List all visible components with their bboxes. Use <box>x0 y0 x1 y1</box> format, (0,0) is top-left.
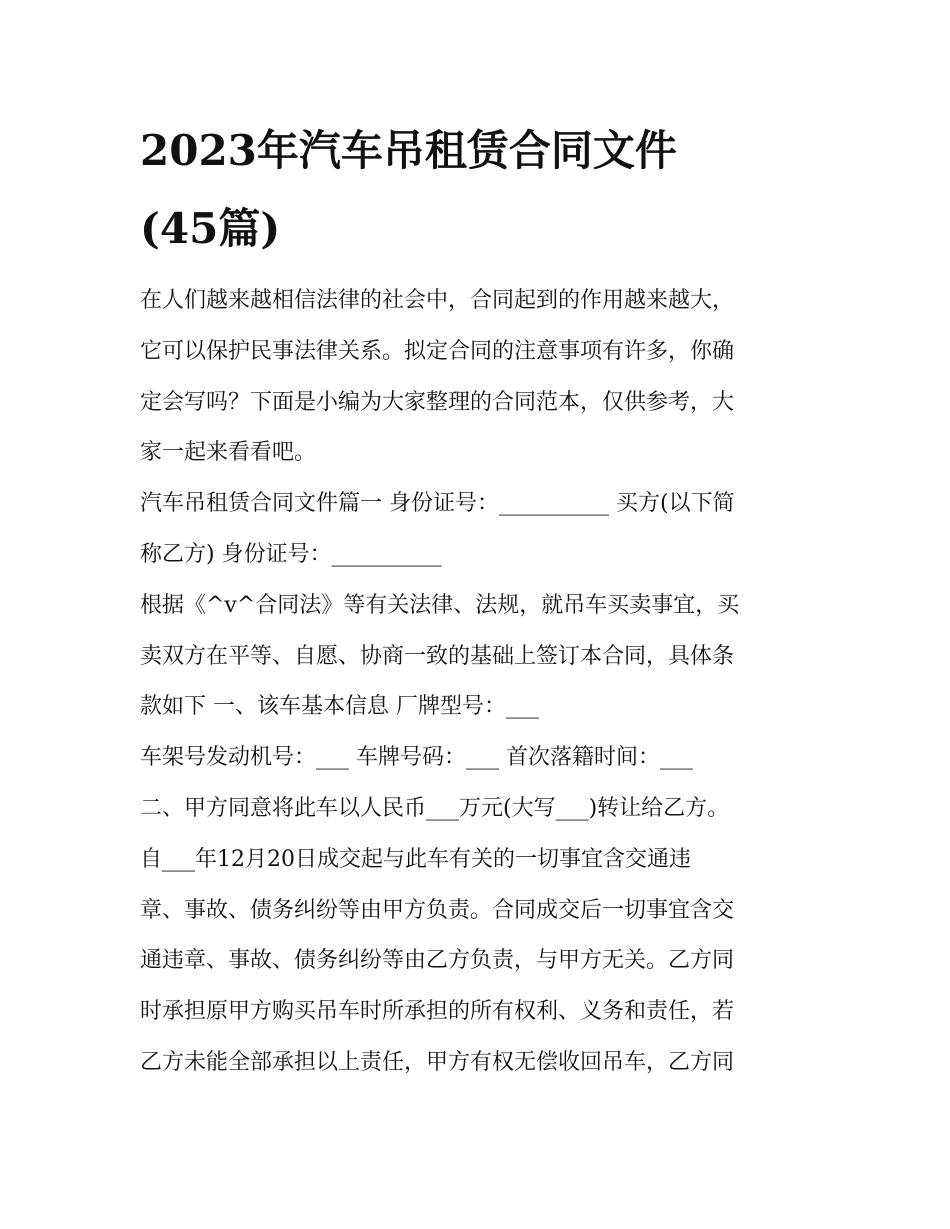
body-line: 章、事故、债务纠纷等由甲方负责。合同成交后一切事宜含交 <box>140 897 735 923</box>
title-line: (45篇) <box>140 204 281 253</box>
body-line: 在人们越来越相信法律的社会中，合同起到的作用越来越大， <box>140 288 735 313</box>
body-line: 款如下 一、该车基本信息 厂牌型号：___ <box>140 694 539 720</box>
body-line: 称乙方) 身份证号：__________ <box>140 541 442 567</box>
body-line: 二、甲方同意将此车以人民币___万元(大写___)转让给乙方。 <box>140 795 730 821</box>
body-line: 乙方未能全部承担以上责任，甲方有权无偿收回吊车，乙方同 <box>140 1049 735 1075</box>
body-line: 通违章、事故、债务纠纷等由乙方负责，与甲方无关。乙方同 <box>140 948 735 974</box>
document-page <box>140 112 812 1089</box>
document-title <box>140 112 812 268</box>
body-line: 根据《^v^合同法》等有关法律、法规，就吊车买卖事宜，买 <box>140 592 740 618</box>
body-line: 时承担原甲方购买吊车时所承担的所有权利、义务和责任，若 <box>140 999 735 1025</box>
body-line: 卖双方在平等、自愿、协商一致的基础上签订本合同，具体条 <box>140 643 735 669</box>
body-line: 它可以保护民事法律关系。拟定合同的注意事项有许多，你确 <box>140 338 735 364</box>
body-line: 车架号发动机号：___ 车牌号码：___ 首次落籍时间：___ <box>140 745 693 771</box>
body-line: 汽车吊租赁合同文件篇一 身份证号：__________ 买方(以下简 <box>140 491 735 517</box>
body-line: 定会写吗？下面是小编为大家整理的合同范本，仅供参考，大 <box>140 389 735 415</box>
title-line: 2023年汽车吊租赁合同文件 <box>140 126 677 175</box>
body-line: 家一起来看看吧。 <box>140 440 317 466</box>
document-body <box>140 276 812 1089</box>
body-line: 自___年12月20日成交起与此车有关的一切事宜含交通违 <box>140 846 691 872</box>
